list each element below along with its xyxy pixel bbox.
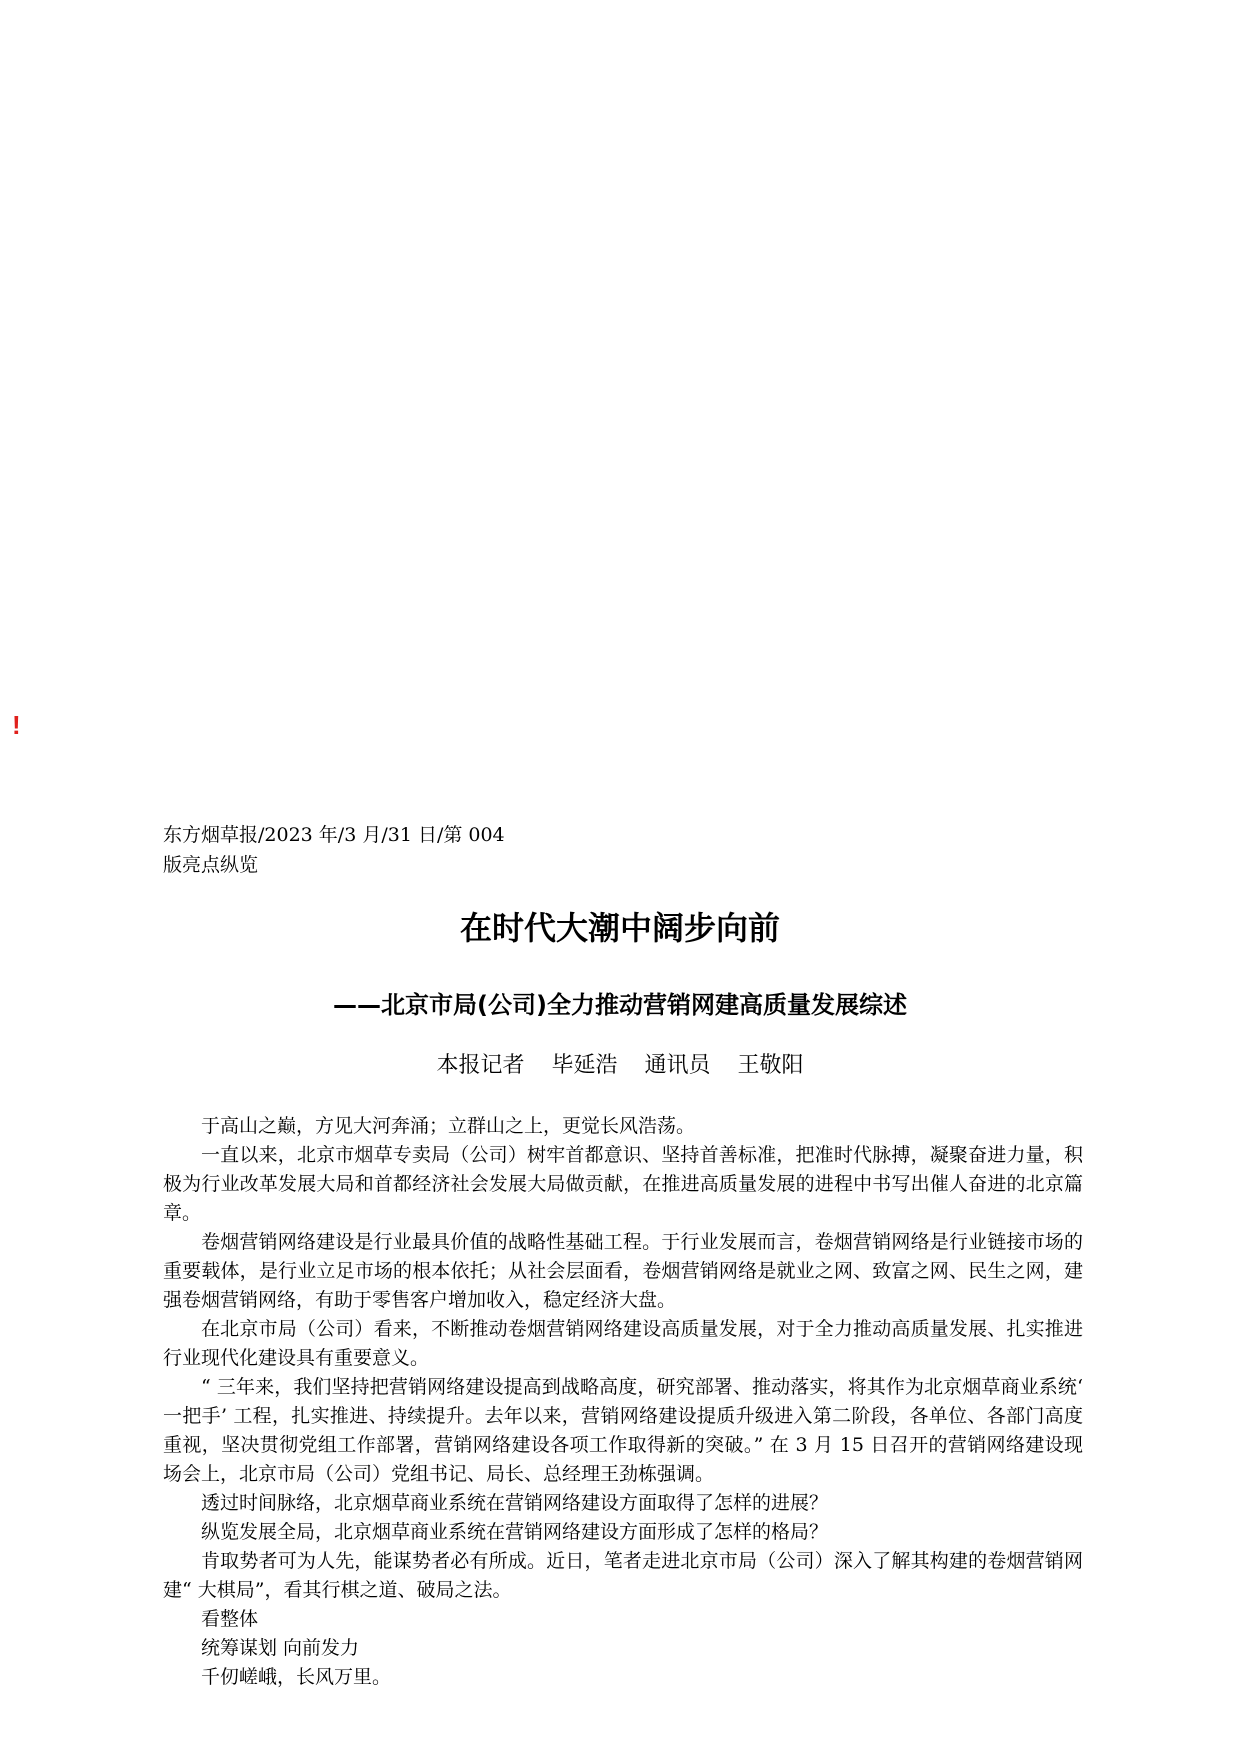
byline bbox=[0, 1050, 1240, 1082]
byline-role-reporter: 本报记者 bbox=[436, 1053, 525, 1078]
exclamation-mark: ! bbox=[12, 710, 21, 740]
publication-info bbox=[163, 820, 505, 880]
paragraph: 于高山之巅，方见大河奔涌；立群山之上，更觉长风浩荡。 bbox=[201, 1115, 696, 1137]
byline-name-correspondent: 王敬阳 bbox=[737, 1053, 804, 1078]
section-line: 版亮点纵览 bbox=[163, 854, 259, 876]
paragraph: 透过时间脉络，北京烟草商业系统在营销网络建设方面取得了怎样的进展？ bbox=[201, 1492, 829, 1514]
article-subtitle: ——北京市局(公司)全力推动营销网建高质量发展综述 bbox=[333, 991, 907, 1019]
paragraph: “ 三年来，我们坚持把营销网络建设提高到战略高度，研究部署、推动落实，将其作为北京烟草商业系统‘ 一把手’ 工程，扎实推进、持续提升。去年以来，营销网络建设提质升级进入第二阶段，各单位、各部门高度重视，坚决贯彻党组工作部署，营销网络建设各项工作取得新的突破。” 在 3 月 15 日召开的营销网络建设现场会上，北京市局（公司）党组书记、局长、总经理王劲栋强调。 bbox=[163, 1376, 1083, 1485]
paragraph: 纵览发展全局，北京烟草商业系统在营销网络建设方面形成了怎样的格局？ bbox=[201, 1521, 829, 1543]
paragraph: 肯取势者可为人先，能谋势者必有所成。近日，笔者走进北京市局（公司）深入了解其构建的卷烟营销网建“ 大棋局”，看其行棋之道、破局之法。 bbox=[163, 1550, 1083, 1601]
article-body bbox=[163, 1112, 1083, 1692]
section-heading: 看整体 bbox=[201, 1608, 259, 1630]
paragraph: 在北京市局（公司）看来，不断推动卷烟营销网络建设高质量发展，对于全力推动高质量发展、扎实推进行业现代化建设具有重要意义。 bbox=[163, 1318, 1083, 1369]
source-line: 东方烟草报/2023 年/3 月/31 日/第 004 bbox=[163, 824, 505, 846]
byline-role-correspondent: 通讯员 bbox=[644, 1053, 711, 1078]
section-subheading: 统筹谋划 向前发力 bbox=[201, 1637, 360, 1659]
byline-name-reporter: 毕延浩 bbox=[551, 1053, 618, 1078]
paragraph: 一直以来，北京市烟草专卖局（公司）树牢首都意识、坚持首善标准，把准时代脉搏，凝聚奋进力量，积极为行业改革发展大局和首都经济社会发展大局做贡献，在推进高质量发展的进程中书写出催人奋进的北京篇章。 bbox=[163, 1144, 1083, 1224]
paragraph: 千仞嵯峨，长风万里。 bbox=[201, 1666, 392, 1688]
paragraph: 卷烟营销网络建设是行业最具价值的战略性基础工程。于行业发展而言，卷烟营销网络是行业链接市场的重要载体，是行业立足市场的根本依托；从社会层面看，卷烟营销网络是就业之网、致富之网、民生之网，建强卷烟营销网络，有助于零售客户增加收入，稳定经济大盘。 bbox=[163, 1231, 1083, 1311]
article-title: 在时代大潮中阔步向前 bbox=[459, 909, 780, 947]
